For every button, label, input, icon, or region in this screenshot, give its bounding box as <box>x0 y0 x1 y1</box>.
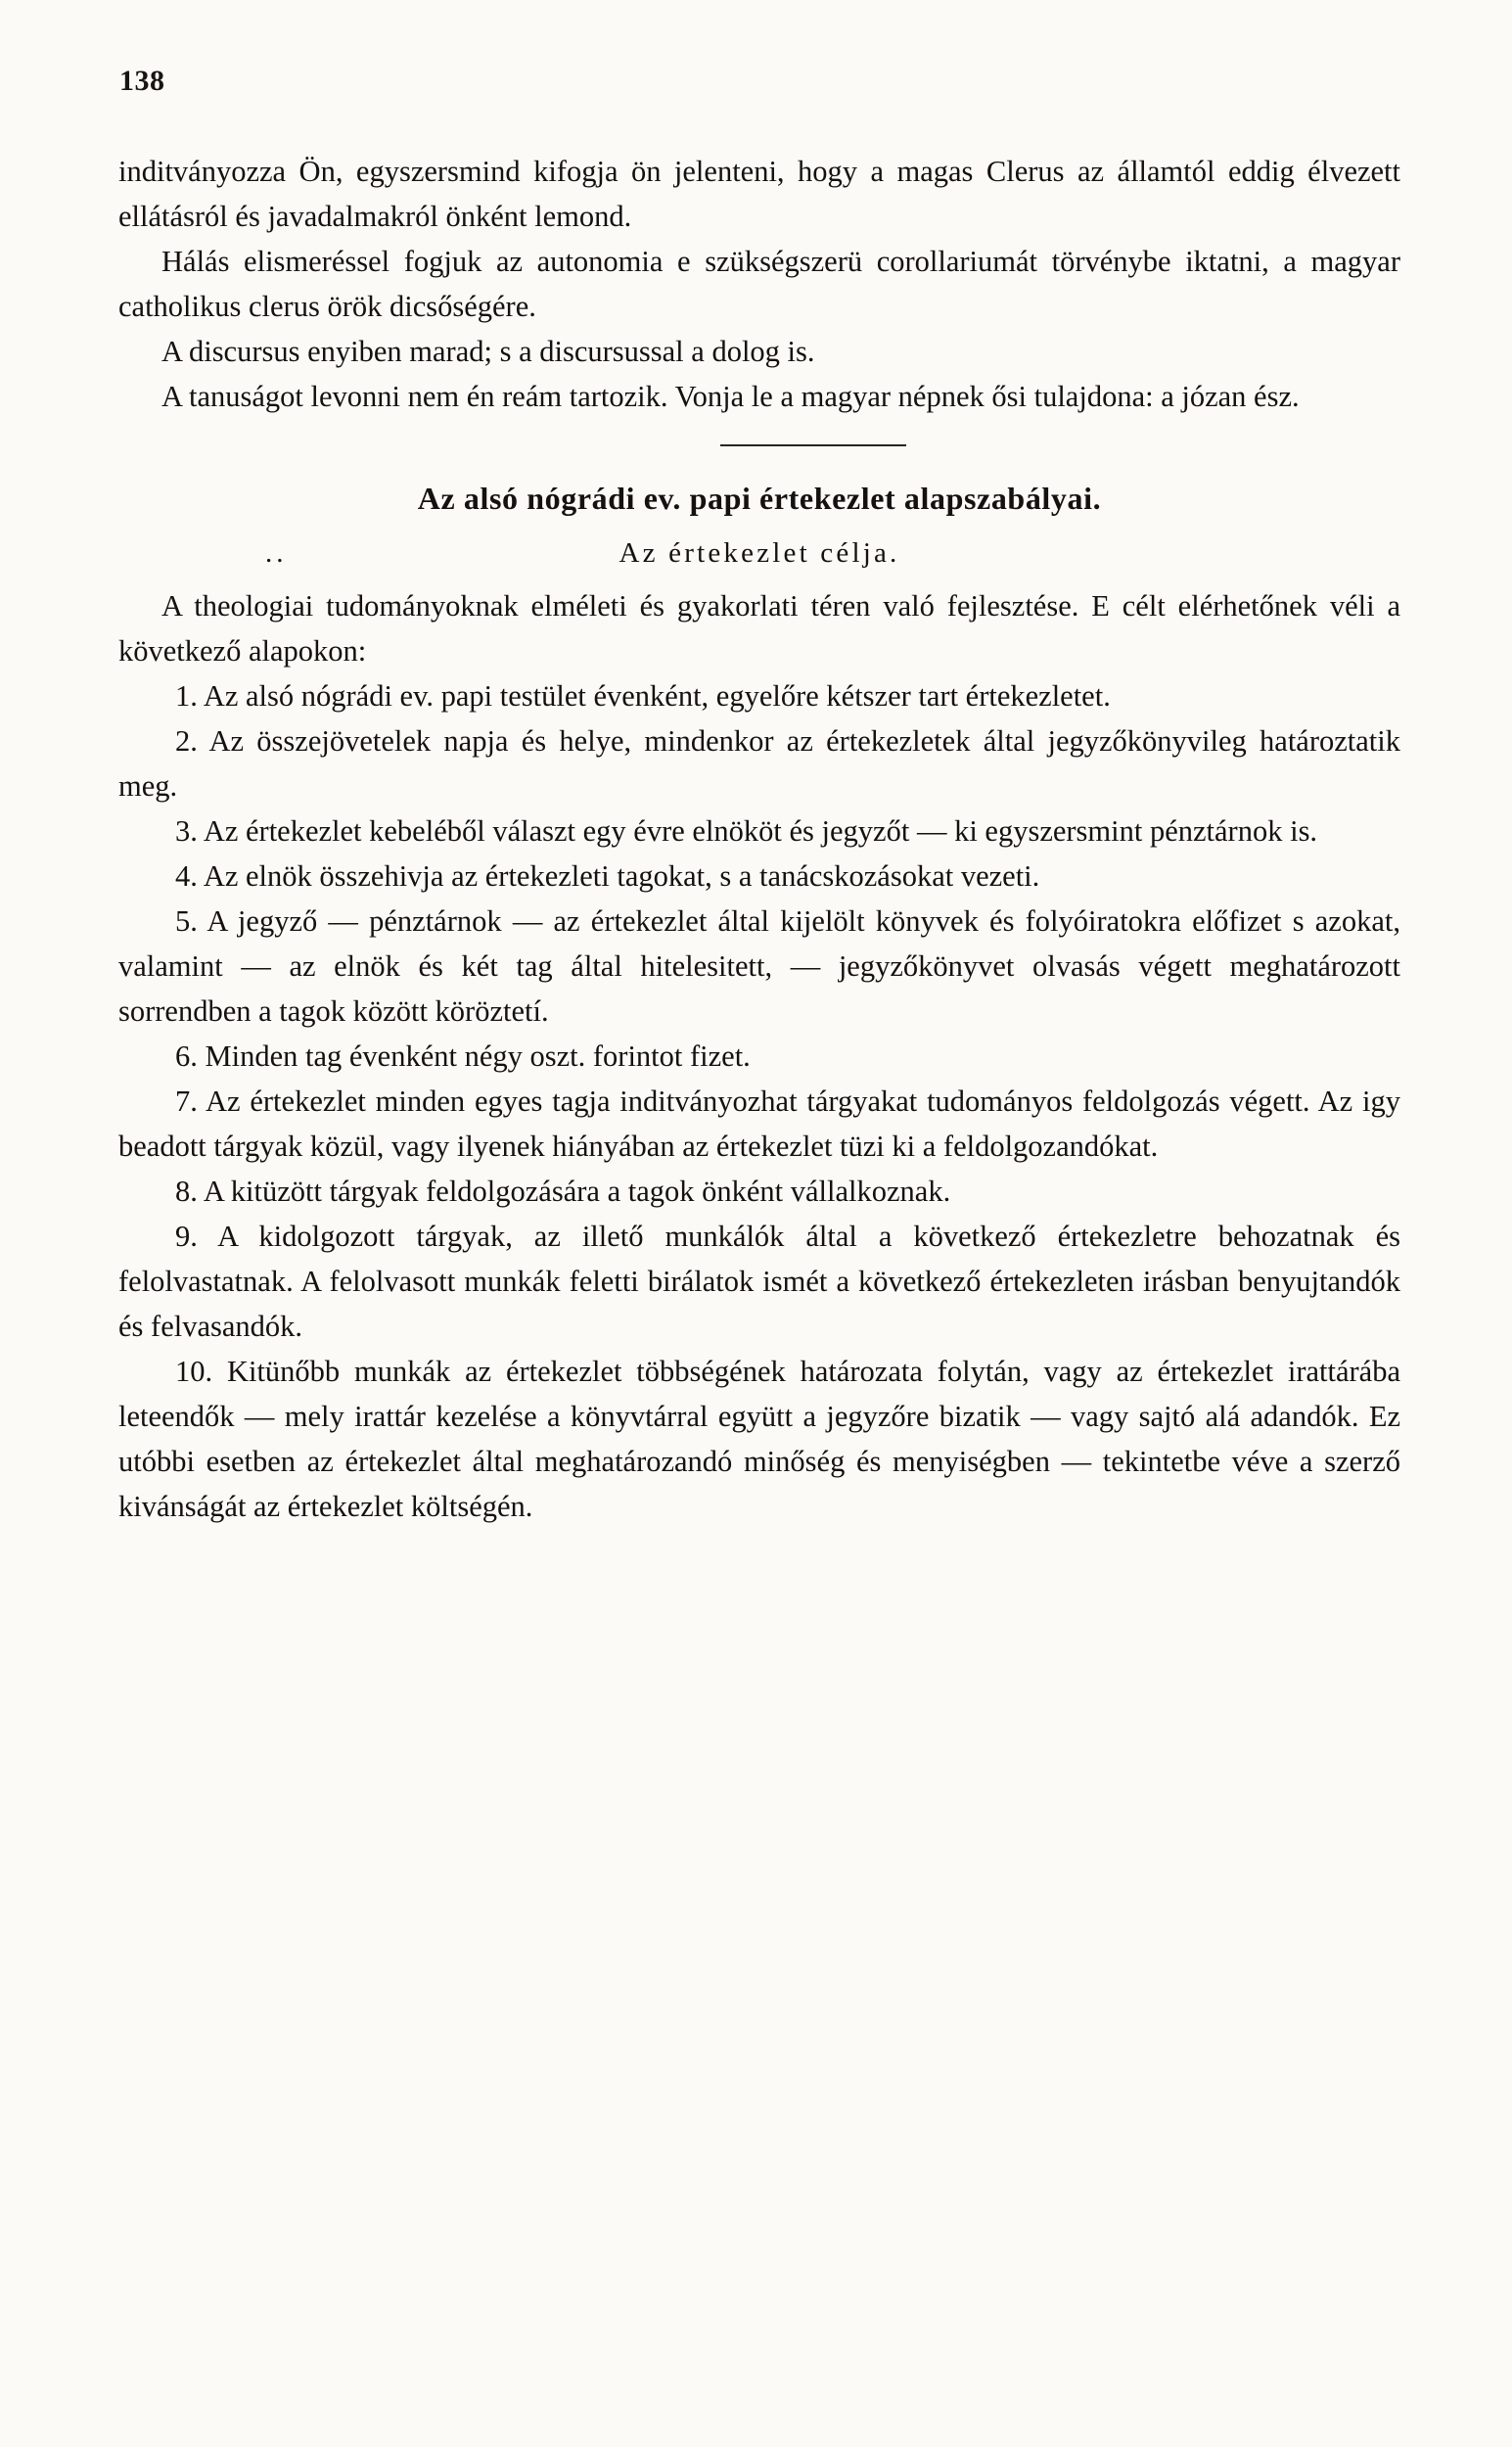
paragraph-1: inditványozza Ön, egyszersmind kifogja ön jelenteni, hogy a magas Clerus az államtól eddig élvezett ellátásról és javadalmakról önként lemond. <box>118 155 1400 233</box>
list-item: 9. A kidolgozott tárgyak, az illető munkálók által a következő értekezletre behozatnak és felolvastatnak. A felolvasott munkák feletti birálatok ismét a következő értekezleten irásban benyujtandók és felvasandók. <box>118 1220 1400 1343</box>
page-content <box>115 65 1407 1529</box>
section-divider <box>118 444 1400 446</box>
paragraph-2: Hálás elismeréssel fogjuk az autonomia e szükségszerü corollariumát törvénybe iktatni, a magyar catholikus clerus örök dicsőségére. <box>118 245 1400 323</box>
paragraph-3: A discursus enyiben marad; s a discursussal a dolog is. <box>161 335 815 368</box>
list-item: 5. A jegyző — pénztárnok — az értekezlet által kijelölt könyvek és folyóiratokra előfizet s azokat, valamint — az elnök és két tag által hitelesitett, — jegyzőkönyvet olvasás végett meghatározott sorrendben a tagok között köröztetí. <box>118 904 1400 1028</box>
text-column <box>118 149 1400 1529</box>
divider-rule <box>720 444 906 446</box>
section-subtitle: .. Az értekezlet célja. <box>118 531 1400 576</box>
list-item: 3. Az értekezlet kebeléből választ egy évre elnököt és jegyzőt — ki egyszersmint pénztárnok is. <box>175 814 1318 848</box>
section-intro: A theologiai tudományoknak elméleti és gyakorlati téren való fejlesztése. E célt elérhetőnek véli a következő alapokon: <box>118 589 1400 668</box>
list-item: 7. Az értekezlet minden egyes tagja inditványozhat tárgyakat tudományos feldolgozás végett. Az igy beadott tárgyak közül, vagy ilyenek hiányában az értekezlet tüzi ki a feldolgozandókat. <box>118 1085 1400 1163</box>
section-title: Az alsó nógrádi ev. papi értekezlet alapszabályai. <box>417 481 1102 516</box>
list-item: 4. Az elnök összehivja az értekezleti tagokat, s a tanácskozásokat vezeti. <box>175 859 1040 893</box>
list-item: 6. Minden tag évenként négy oszt. forintot fizet. <box>175 1039 751 1073</box>
list-item: 8. A kitüzött tárgyak feldolgozására a tagok önként vállalkoznak. <box>175 1175 951 1208</box>
list-item: 2. Az összejövetelek napja és helye, mindenkor az értekezletek által jegyzőkönyvileg határoztatik meg. <box>118 724 1400 803</box>
page-number: 138 <box>119 65 165 97</box>
list-item: 10. Kitünőbb munkák az értekezlet többségének határozata folytán, vagy az értekezlet irattárába leteendők — mely irattár kezelése a könyvtárral együtt a jegyzőre bizatik — vagy sajtó alá adandók. Ez utóbbi esetben az értekezlet által meghatározandó minőség és menyiségben — tekintetbe véve a szerző kivánságát az értekezlet költségén. <box>118 1355 1400 1523</box>
paragraph-4: A tanuságot levonni nem én reám tartozik. Vonja le a magyar népnek ősi tulajdona: a józan ész. <box>161 380 1300 413</box>
list-item: 1. Az alsó nógrádi ev. papi testület évenként, egyelőre kétszer tart értekezletet. <box>175 679 1111 713</box>
